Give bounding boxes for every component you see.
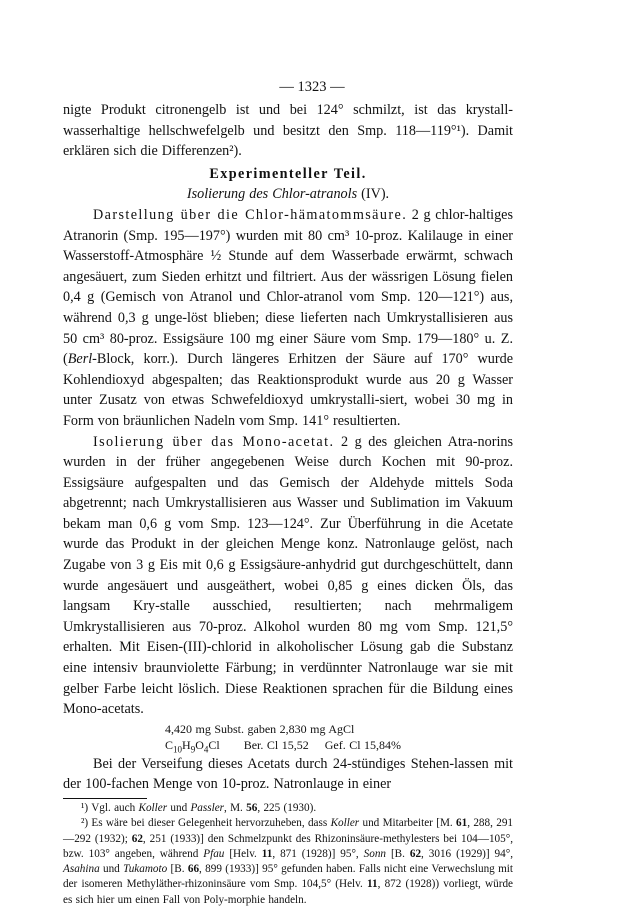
section-heading: Experimenteller Teil. bbox=[209, 165, 367, 182]
footnote-volume: 66 bbox=[187, 863, 200, 876]
footnote-author: Koller bbox=[330, 817, 360, 830]
footnote-text: und bbox=[99, 863, 124, 876]
paragraph-text: 2 g des gleichen Atra-norins wurden in der früher angegebenen Weise durch Kochen mit 90-proz. Essigsäure aufgespalten und das Gemisch der Aldehyde mittels Soda abgetrennt; nach Umkrystallisieren aus Wasser und Sublimation im Vakuum bekam man 0,6 g vom Smp. 123—124°. Zur Überführung in die Acetate wurde das Produkt in der gleichen Menge konz. Natronlauge gelöst, nach Zugabe von 3 g Eis mit 0,6 g Essigsäure-anhydrid gut durchgeschüttelt, dann wurde angesäuert und ausgeäthert, wobei 0,85 g eines dicken Öls, das langsam Kry-stalle ausschied, resultierten; nach mehrmaligem Umkrystallisieren aus 70-proz. Alkohol wurden 80 mg vom Smp. 121,5° erhalten. Mit Eisen-(III)-chlorid in alkoholischer Lösung gab die Substanz eine intensiv braunviolette Färbung; in verdünnter Natronlauge war sie mit gelber Farbe leicht löslich. Diese Reaktionen sprachen für die Bildung eines Mono-acetats. bbox=[63, 433, 513, 718]
footnote-text: und bbox=[167, 802, 191, 814]
footnote-2 bbox=[63, 816, 513, 908]
footnote-text: Vgl. auch bbox=[88, 802, 139, 814]
footnote-author: Passler bbox=[190, 802, 225, 814]
calculated-value: Ber. Cl 15,52 bbox=[243, 738, 309, 753]
formula-subscript: 9 bbox=[190, 744, 196, 755]
footnote-text: , 872 (1928)) vorliegt, würde es sich hier um einen Fall von Poly-morphie handeln. bbox=[63, 878, 513, 906]
footnote-volume: 11 bbox=[367, 878, 378, 891]
formula-subscript: 10 bbox=[173, 744, 183, 755]
paragraph-continued: nigte Produkt citronengelb ist und bei 124° schmilzt, ist das krystall-wasserhaltige hellschwefelgelb und besitzt den Smp. 118—119°¹). Damit erklären sich die Differenzen²). bbox=[63, 102, 513, 160]
formula-element: O bbox=[195, 738, 204, 753]
footnote-volume: 56 bbox=[246, 802, 258, 814]
footnote-volume: 62 bbox=[131, 832, 143, 845]
page-number: — 1323 — bbox=[279, 79, 345, 95]
found-value: Gef. Cl 15,84% bbox=[324, 738, 402, 753]
subheading-text: Isolierung des bbox=[186, 186, 273, 203]
paragraph-italic: Berl bbox=[67, 351, 93, 368]
footnote-author: Pfau bbox=[203, 847, 225, 860]
formula-subscript: 4 bbox=[203, 744, 209, 755]
footnote-volume: 61 bbox=[456, 817, 468, 830]
footnote-text: [B. bbox=[167, 863, 188, 876]
footnote-volume: 62 bbox=[409, 847, 422, 860]
subheading-compound: Chlor-atranols bbox=[272, 186, 358, 203]
footnote-author: Koller bbox=[138, 802, 168, 814]
footnote-text: , 3016 (1929)] 94°, bbox=[421, 847, 513, 860]
paragraph-lead: Darstellung über die Chlor-hämatommsäure. bbox=[93, 206, 408, 223]
formula-element: Cl bbox=[208, 738, 220, 753]
footnote-text: , 288, 291—292 (1932); bbox=[63, 817, 514, 845]
paragraph-verseifung: Bei der Verseifung dieses Acetats durch 24-stündiges Stehen-lassen mit der 100-fachen Menge von 10-proz. Natronlauge in einer bbox=[63, 755, 513, 793]
footnote-author: Asahina bbox=[63, 863, 100, 876]
footnote-text: , 871 (1928)] 95°, bbox=[272, 847, 364, 860]
footnote-text: Es wäre bei dieser Gelegenheit hervorzuheben, dass bbox=[88, 817, 331, 830]
formula-element: C bbox=[165, 738, 174, 753]
footnote-text: und Mitarbeiter [M. bbox=[359, 817, 457, 830]
formula-element: H bbox=[182, 738, 191, 753]
footnote-text: , 251 (1933)] den Schmelzpunkt des Rhizoninsäure-methylesters bei 104—105°, bzw. 103° angeben, während bbox=[63, 832, 513, 860]
footnote-marker: ²) bbox=[81, 817, 89, 830]
subheading bbox=[63, 184, 513, 205]
article-body bbox=[63, 100, 513, 908]
footnote-volume: 11 bbox=[261, 847, 273, 860]
paragraph-chlor-haematommsaeure bbox=[63, 205, 513, 432]
footnote-text: , M. bbox=[224, 802, 247, 814]
analysis-line: 4,420 mg Subst. gaben 2,830 mg AgCl bbox=[165, 721, 355, 736]
footnote-text: , 899 (1933)] 95° gefunden haben. Falls nicht eine Verwechslung mit der isomeren Methyläther-rhizoninsäure vom Smp. 104,5° (Helv. bbox=[63, 863, 514, 891]
paragraph-text: -Block, korr.). Durch längeres Erhitzen der Säure auf 170° wurde Kohlendioxyd abgespalten; das Reaktionsprodukt wurde aus 20 g Wasser unter Zusatz von etwas Schwefeldioxyd umkrystalli-siert, wobei 30 mg in Form von bräunlichen Nadeln vom Smp. 141° resultierten. bbox=[63, 351, 513, 429]
footnotes bbox=[63, 801, 513, 908]
paragraph-lead: Isolierung über das Mono-acetat. bbox=[93, 433, 335, 450]
footnote-author: Sonn bbox=[363, 847, 387, 860]
paragraph-text: 2 g chlor-haltiges Atranorin (Smp. 195—197°) wurden mit 80 cm³ 10-proz. Kalilauge in einer Wasserstoff-Atmosphäre ½ Stunde auf dem Wasserbade erwärmt, schwach angesäuert, zum Sieden erhitzt und filtriert. Aus der wässrigen Lösung fielen 0,4 g (Gemisch von Atranol und Chlor-atranol vom Smp. 120—121°) aus, während 0,3 g unge-löst blieben; diese lieferten nach Umkrystallisieren aus 50 cm³ 80-proz. Essigsäure 100 mg einer Säure vom Smp. 179—180° u. Z. ( bbox=[63, 206, 513, 368]
footnote-rule bbox=[63, 798, 147, 799]
footnote-marker: ¹) bbox=[81, 802, 89, 814]
analysis-block bbox=[63, 721, 513, 754]
footnote-text: [B. bbox=[386, 847, 410, 860]
analysis-formula bbox=[165, 737, 513, 754]
footnote-1 bbox=[63, 801, 513, 816]
paragraph-mono-acetat bbox=[63, 432, 513, 720]
subheading-suffix: (IV). bbox=[357, 186, 390, 203]
footnote-text: [Helv. bbox=[224, 847, 262, 860]
footnote-author: Tukamoto bbox=[123, 863, 168, 876]
footnote-text: , 225 (1930). bbox=[257, 802, 317, 814]
